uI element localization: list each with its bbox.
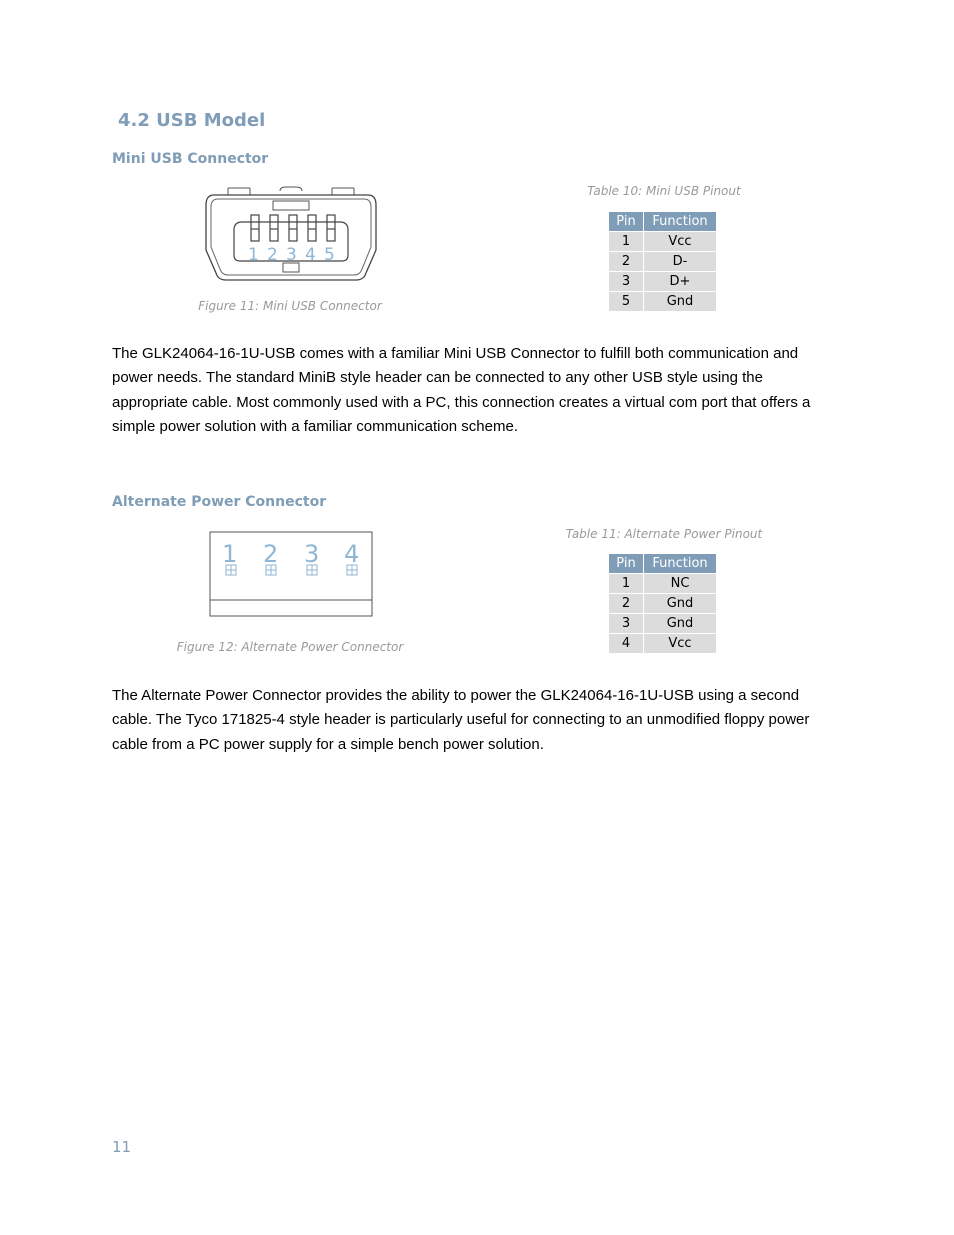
table-row: [609, 634, 717, 654]
pin-column-header: Pin: [609, 212, 644, 232]
mini-usb-figure-caption: Figure 11: Mini USB Connector: [198, 299, 382, 313]
function-cell: Gnd: [644, 594, 717, 614]
table-row: [609, 252, 717, 272]
pin-cell: 2: [609, 594, 644, 614]
mini-usb-table-caption: Table 10: Mini USB Pinout: [587, 184, 741, 198]
function-cell: Vcc: [644, 634, 717, 654]
mini-usb-pin-number: 5: [324, 245, 335, 265]
alt-power-paragraph: The Alternate Power Connector provides the ability to power the GLK24064-16-1U-USB using a second cable. The Tyco 171825-4 style header is particularly useful for connecting to an unmodified floppy power cable from a PC power supply for a simple bench power solution.: [112, 687, 810, 753]
mini-usb-pin-number: 4: [305, 245, 316, 265]
table-row: [609, 574, 717, 594]
mini-usb-pin-number: 2: [267, 245, 278, 265]
table-row: [609, 272, 717, 292]
mini-usb-paragraph: The GLK24064-16-1U-USB comes with a familiar Mini USB Connector to fulfill both communication and power needs. The standard MiniB style header can be connected to any other USB style using the appropriate cable. Most commonly used with a PC, this connection creates a virtual com port that offers a simple power solution with a familiar communication scheme.: [112, 345, 811, 435]
pin-cell: 3: [609, 272, 644, 292]
function-cell: D-: [644, 252, 717, 272]
pin-column-header: Pin: [609, 554, 644, 574]
alt-power-pinout-table: [608, 553, 717, 654]
mini-usb-connector-figure: [200, 185, 382, 285]
pin-cell: 3: [609, 614, 644, 634]
function-cell: Vcc: [644, 232, 717, 252]
pin-cell: 1: [609, 232, 644, 252]
pin-cell: 1: [609, 574, 644, 594]
alt-power-heading: Alternate Power Connector: [112, 494, 327, 510]
table-row: [609, 292, 717, 312]
alt-power-pin-number: 1: [222, 540, 238, 568]
pin-cell: 4: [609, 634, 644, 654]
function-cell: D+: [644, 272, 717, 292]
table-row: [609, 614, 717, 634]
alt-power-pin-number: 2: [263, 540, 279, 568]
pin-cell: 2: [609, 252, 644, 272]
alt-power-figure-caption: Figure 12: Alternate Power Connector: [176, 640, 404, 654]
alt-power-pin-number: 4: [344, 540, 360, 568]
mini-usb-pin-number: 3: [286, 245, 297, 265]
function-cell: NC: [644, 574, 717, 594]
mini-usb-heading: Mini USB Connector: [112, 151, 269, 167]
alt-power-pin-number: 3: [304, 540, 320, 568]
alt-power-connector-figure: [208, 530, 376, 620]
mini-usb-pin-number: 1: [248, 245, 259, 265]
function-cell: Gnd: [644, 614, 717, 634]
table-row: [609, 232, 717, 252]
function-cell: Gnd: [644, 292, 717, 312]
function-column-header: Function: [644, 212, 717, 232]
page-number: 11: [112, 1138, 132, 1156]
mini-usb-pinout-table: [608, 211, 717, 312]
table-row: [609, 594, 717, 614]
alt-power-table-caption: Table 11: Alternate Power Pinout: [565, 527, 763, 541]
function-column-header: Function: [644, 554, 717, 574]
pin-cell: 5: [609, 292, 644, 312]
section-title: 4.2 USB Model: [118, 110, 266, 131]
table-header-row: [609, 554, 717, 574]
table-header-row: [609, 212, 717, 232]
